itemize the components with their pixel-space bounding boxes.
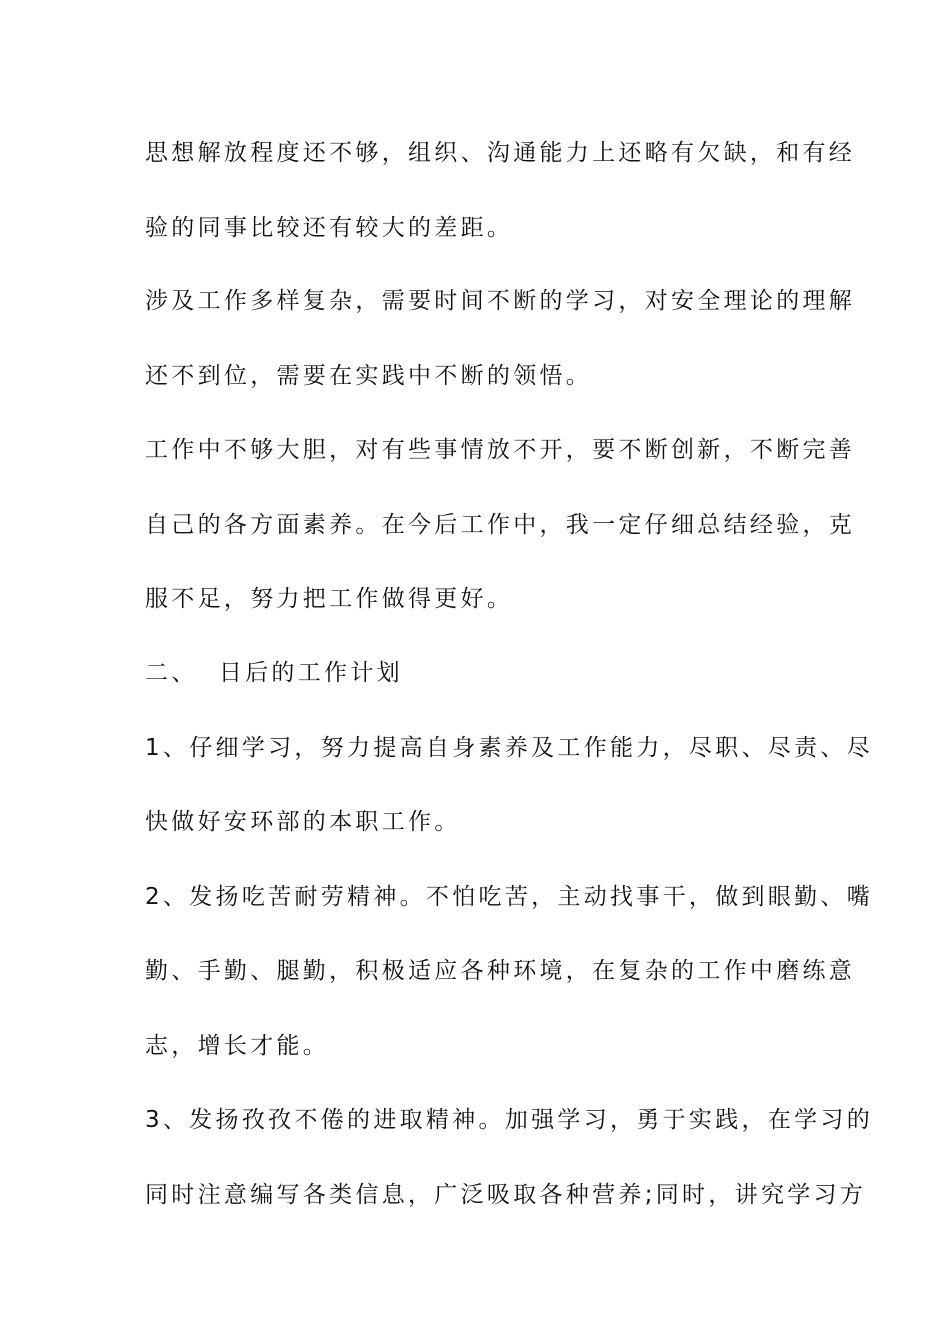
text-line: 服不足，努力把工作做得更好。 bbox=[145, 586, 514, 612]
text-line: 志，增长才能。 bbox=[145, 1033, 330, 1059]
text-line: 2、发扬吃苦耐劳精神。不怕吃苦，主动找事干，做到眼勤、嘴 bbox=[145, 884, 874, 910]
text-line: 还不到位，需要在实践中不断的领悟。 bbox=[145, 363, 593, 389]
text-line: 涉及工作多样复杂，需要时间不断的学习，对安全理论的理解 bbox=[145, 288, 856, 314]
text-line: 验的同事比较还有较大的差距。 bbox=[145, 215, 514, 241]
text-line: 思想解放程度还不够，组织、沟通能力上还略有欠缺，和有经 bbox=[145, 140, 856, 166]
text-line: 工作中不够大胆，对有些事情放不开，要不断创新，不断完善 bbox=[145, 437, 856, 463]
text-line: 快做好安环部的本职工作。 bbox=[145, 809, 461, 835]
text-line: 3、发扬孜孜不倦的进取精神。加强学习，勇于实践，在学习的 bbox=[145, 1107, 874, 1133]
text-line: 自己的各方面素养。在今后工作中，我一定仔细总结经验，克 bbox=[145, 512, 856, 538]
text-line: 勤、手勤、腿勤，积极适应各种环境，在复杂的工作中磨练意 bbox=[145, 958, 856, 984]
text-line: 1、仔细学习，努力提高自身素养及工作能力，尽职、尽责、尽 bbox=[145, 735, 874, 761]
section-heading: 二、 日后的工作计划 bbox=[145, 660, 403, 686]
text-line: 同时注意编写各类信息，广泛吸取各种营养;同时，讲究学习方 bbox=[145, 1182, 867, 1208]
